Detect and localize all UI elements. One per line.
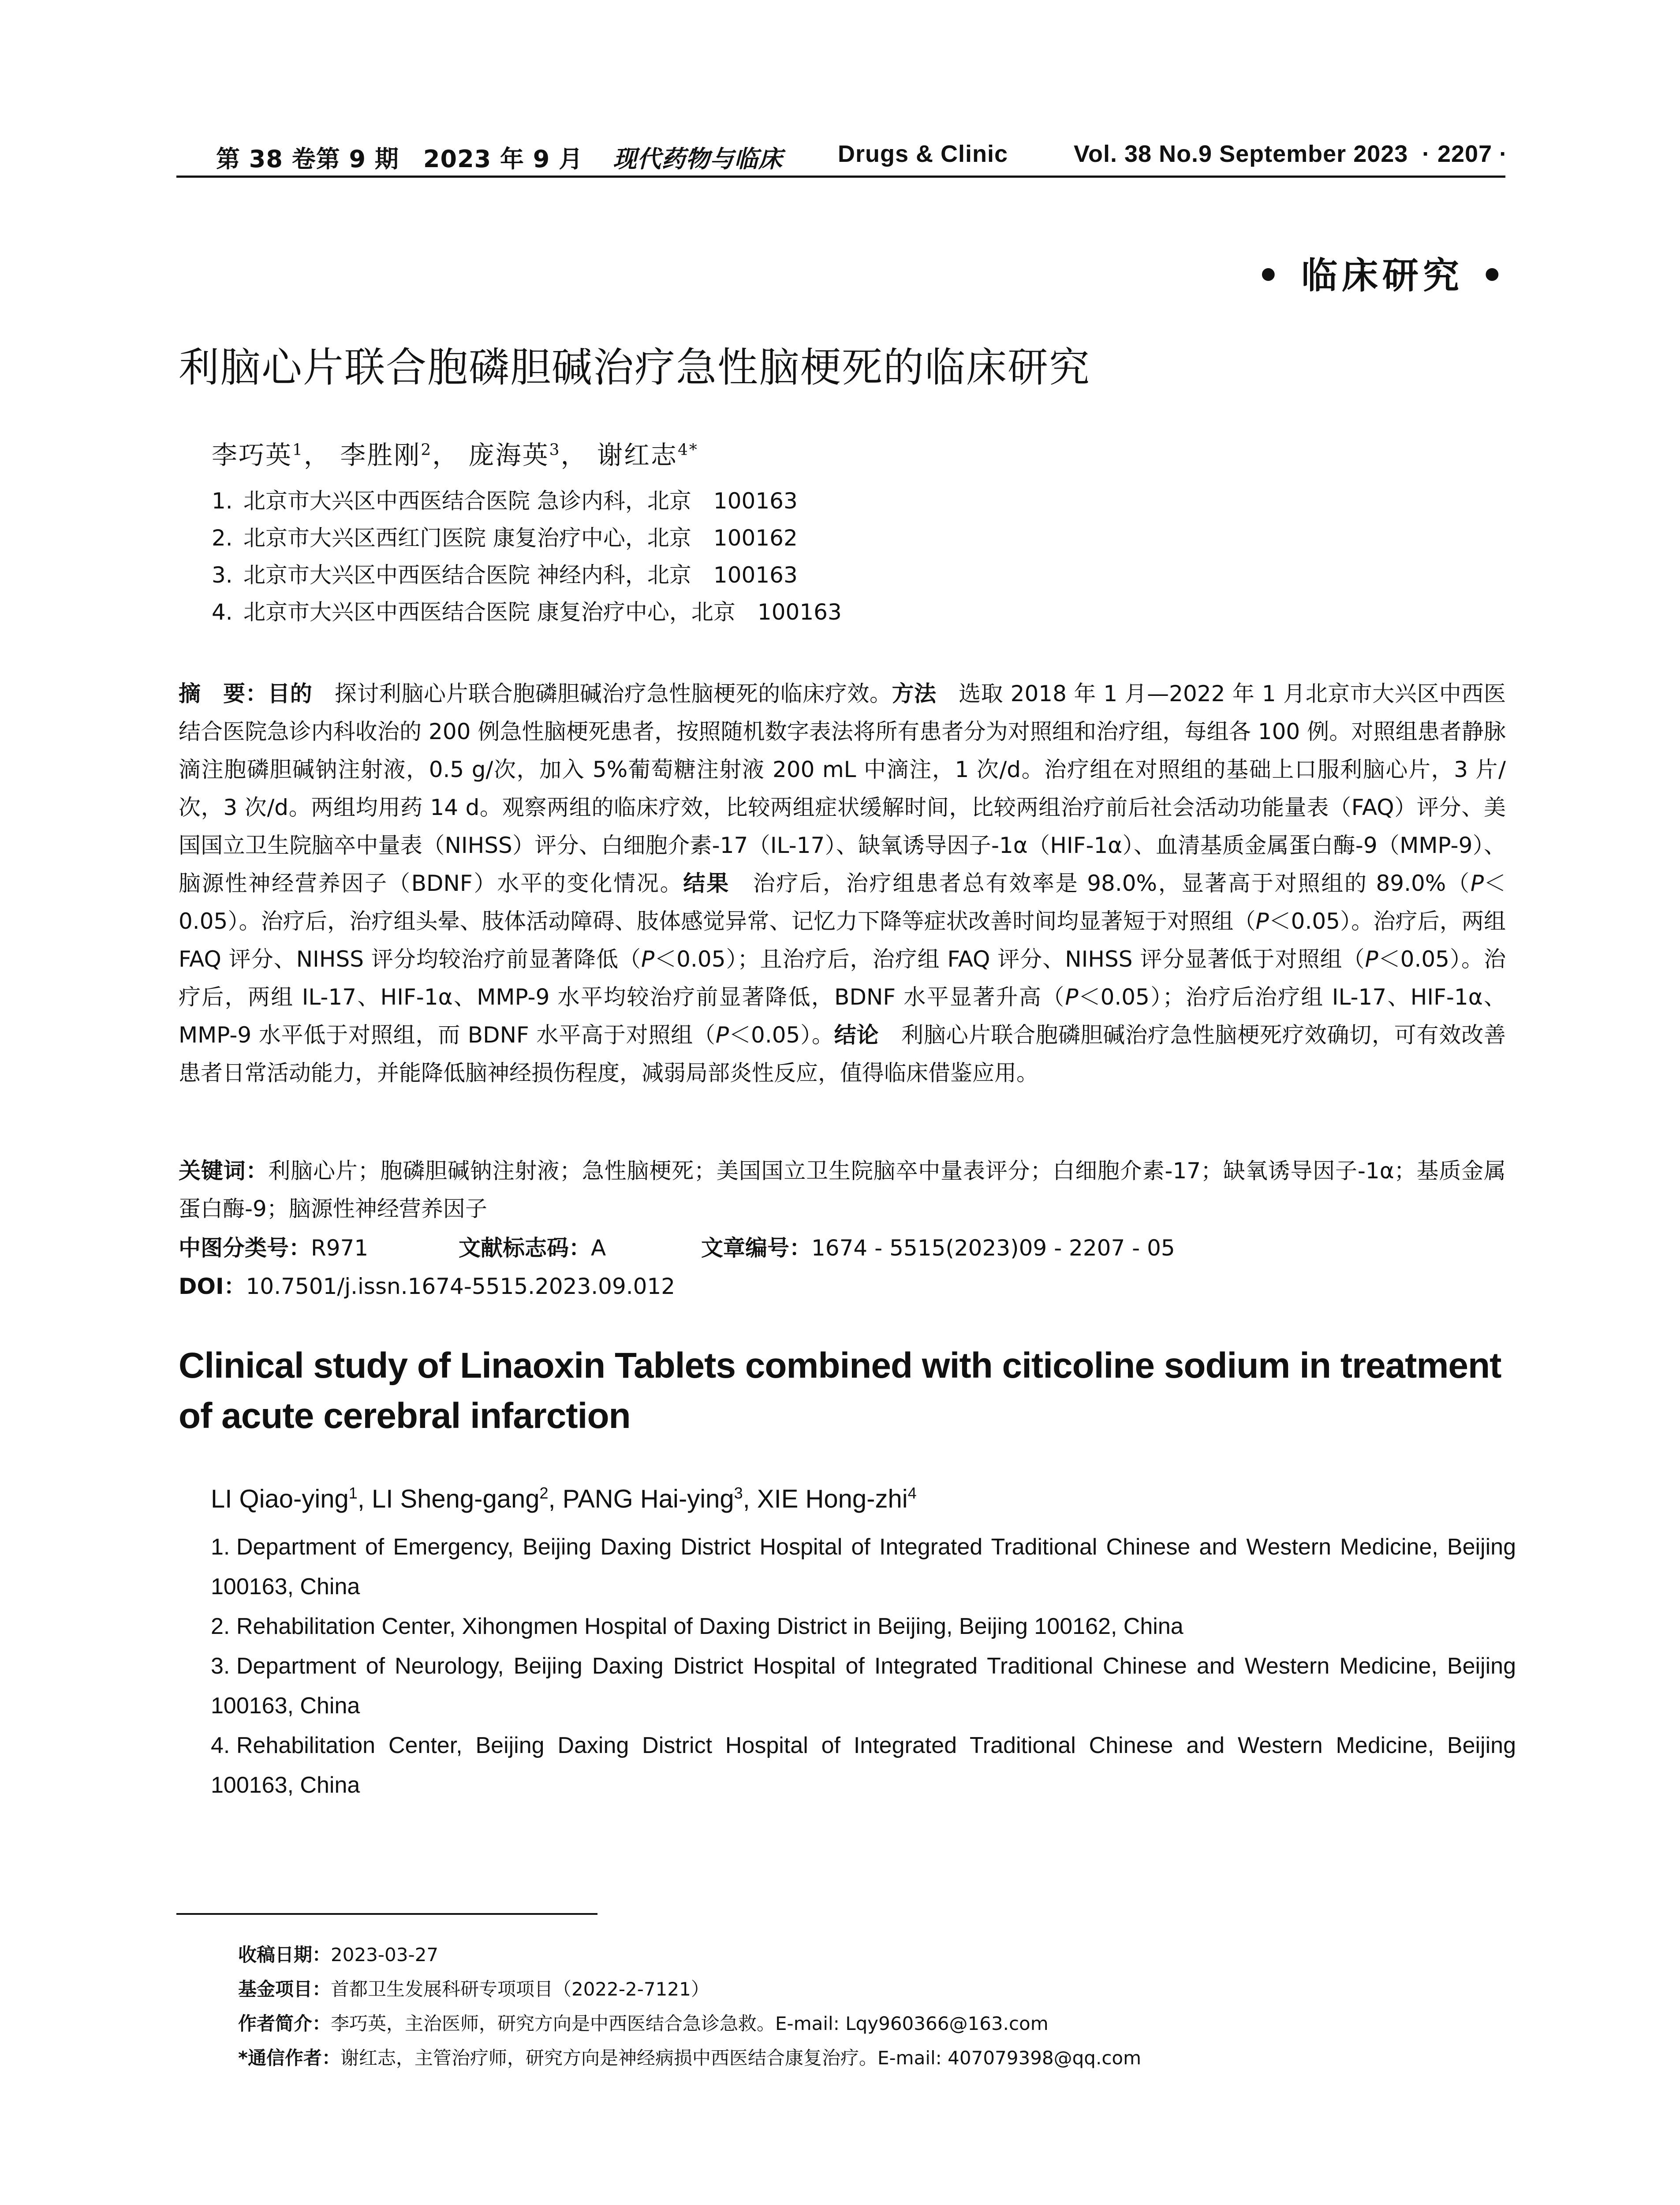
affiliation-number: 4. — [211, 1733, 230, 1758]
clc-number — [179, 1230, 368, 1262]
footnote-text: 李巧英，主治医师，研究方向是中西医结合急诊急救。E-mail: Lqy960366@163.com — [331, 2013, 1049, 2034]
article-title-en — [179, 1341, 1510, 1441]
conclusion-text: 利脑心片联合胞磷胆碱治疗急性脑梗死疗效确切，可有效改善患者日常活动能力，并能降低脑神经损伤程度，减弱局部炎性反应，值得临床借鉴应用。 — [179, 1022, 1506, 1086]
objective-label: 目的 — [268, 681, 313, 706]
author-sup: 3 — [549, 441, 561, 459]
header-journal-cn: 现代药物与临床 — [613, 145, 783, 173]
affiliation-text: 北京市大兴区中西医结合医院 神经内科，北京 100163 — [243, 562, 798, 588]
article-number — [701, 1230, 1175, 1262]
p-value-symbol: P — [1365, 946, 1378, 972]
abstract-cn — [179, 675, 1506, 1092]
footnote-rule — [176, 1913, 597, 1915]
header-volume-en: Vol. 38 No.9 September 2023 — [1074, 141, 1408, 167]
affiliation-text: 北京市大兴区中西医结合医院 康复治疗中心，北京 100163 — [243, 599, 842, 625]
author-sup: 3 — [734, 1484, 743, 1502]
affiliation-cn — [212, 520, 798, 552]
results-text: ＜0.05）。 — [729, 1022, 834, 1048]
footnote-text: 2023-03-27 — [331, 1944, 439, 1966]
article-number-value: 1674 - 5515(2023)09 - 2207 - 05 — [811, 1235, 1175, 1261]
section-tag: • 临床研究 • — [1257, 254, 1508, 297]
affiliation-text: Rehabilitation Center, Beijing Daxing District Hospital of Integrated Traditional Chinese and Western Medicine, Beijing 100163, China — [211, 1733, 1516, 1798]
author-name: 李胜刚 — [340, 440, 421, 470]
document-code — [459, 1230, 606, 1262]
document-code-label: 文献标志码： — [459, 1235, 591, 1261]
footnote-text: 谢红志，主管治疗师，研究方向是神经病损中西医结合康复治疗。E-mail: 407079398@qq.com — [340, 2047, 1142, 2069]
methods-text: 选取 2018 年 1 月—2022 年 1 月北京市大兴区中西医结合医院急诊内科收治的 200 例急性脑梗死患者，按照随机数字表法将所有患者分为对照组和治疗组，每组各 100 例。对照组患者静脉滴注胞磷胆碱钠注射液，0.5 g/次，加入 5%葡萄糖注射液 200 mL 中滴注，1 次/d。治疗组在对照组的基础上口服利脑心片，3 片/次，3 次/d。两组均用药 14 d。观察两组的临床疗效，比较两组症状缓解时间，比较两组治疗前后社会活动功能量表（FAQ）评分、美国国立卫生院脑卒中量表（NIHSS）评分、白细胞介素-17（IL-17）、缺氧诱导因子-1α（HIF-1α）、血清基质金属蛋白酶-9（MMP-9）、脑源性神经营养因子（BDNF）水平的变化情况。 — [179, 681, 1506, 896]
author-sup: 2 — [539, 1484, 549, 1502]
affiliation-text: Department of Neurology, Beijing Daxing District Hospital of Integrated Traditional Chinese and Western Medicine, Beijing 100163, China — [211, 1653, 1516, 1719]
affiliation-number: 2. — [211, 1614, 230, 1639]
footnote-text: 首都卫生发展科研专项项目（2022-2-7121） — [331, 1978, 709, 2000]
author-name-en: PANG Hai-ying — [562, 1484, 734, 1514]
article-title-en-line: of acute cerebral infarction — [179, 1396, 631, 1436]
footnote-label: 作者简介： — [238, 2013, 331, 2034]
footnote-label: 基金项目： — [238, 1978, 331, 2000]
author-sup: 4* — [678, 441, 698, 459]
results-label: 结果 — [683, 871, 730, 896]
author-separator: , — [548, 1484, 563, 1514]
doi-label: DOI： — [179, 1274, 246, 1299]
affiliation-en — [211, 1527, 1516, 1607]
affiliation-text: Rehabilitation Center, Xihongmen Hospital of Daxing District in Beijing, Beijing 100162, China — [236, 1614, 1183, 1639]
header-journal-en: Drugs & Clinic — [838, 141, 1008, 167]
author-name-en: LI Sheng-gang — [371, 1484, 540, 1514]
article-title-cn: 利脑心片联合胞磷胆碱治疗急性脑梗死的临床研究 — [179, 344, 1091, 391]
results-text: ＜0.05）。治疗后，两组 FAQ 评分、NIHSS 评分均较治疗前显著降低（ — [179, 908, 1506, 972]
footnote-label: 收稿日期： — [238, 1944, 331, 1966]
p-value-symbol: P — [1470, 871, 1484, 896]
footnote-corresponding — [238, 2044, 1141, 2070]
affiliation-cn — [212, 557, 798, 589]
author-name: 庞海英 — [468, 440, 549, 470]
footnote-author — [238, 2009, 1049, 2036]
article-title-en-line: Clinical study of Linaoxin Tablets combined with citicoline sodium in treatment — [179, 1345, 1501, 1386]
keywords-label: 关键词： — [179, 1158, 269, 1184]
affiliation-number: 2. — [212, 525, 233, 551]
keywords-cn — [179, 1152, 1506, 1228]
authors-en — [211, 1484, 917, 1514]
author-sup: 1 — [348, 1484, 358, 1502]
results-text: ＜0.05）。治疗后，两组 IL-17、HIF-1α、MMP-9 水平均较治疗前显著降低，BDNF 水平显著升高（ — [179, 946, 1506, 1010]
author-name: 谢红志 — [597, 440, 678, 470]
affiliation-number: 3. — [212, 562, 233, 588]
authors-cn: 李巧英$^1$， 李胜刚$^2$， 庞海英$^3$， 谢红志$^{4*}$ — [212, 440, 698, 470]
header-volume-issue: 第 38 卷第 9 期 2023 年 9 月 — [216, 145, 583, 173]
objective-text: 探讨利脑心片联合胞磷胆碱治疗急性脑梗死的临床疗效。 — [312, 681, 892, 706]
affiliation-number: 3. — [211, 1653, 230, 1679]
author-separator: , — [357, 1484, 372, 1514]
author-name-en: LI Qiao-ying — [211, 1484, 349, 1514]
p-value-symbol: P — [1255, 908, 1269, 934]
author-name: 李巧英 — [212, 440, 293, 470]
results-text: ＜0.05）；治疗后治疗组 IL-17、HIF-1α、MMP-9 水平低于对照组，而 BDNF 水平高于对照组（ — [179, 984, 1506, 1048]
footnote-fund — [238, 1975, 709, 2001]
footnote-received — [238, 1940, 438, 1967]
keywords-text: 利脑心片；胞磷胆碱钠注射液；急性脑梗死；美国国立卫生院脑卒中量表评分；白细胞介素-17；缺氧诱导因子-1α；基质金属蛋白酶-9；脑源性神经营养因子 — [179, 1158, 1506, 1222]
affiliation-text: 北京市大兴区中西医结合医院 急诊内科，北京 100163 — [243, 488, 798, 514]
affiliation-en — [211, 1726, 1516, 1805]
abstract-label: 摘 要： — [179, 681, 268, 706]
affiliation-en — [211, 1607, 1516, 1646]
affiliation-en — [211, 1646, 1516, 1726]
affiliation-number: 1. — [211, 1534, 230, 1560]
author-name-en: XIE Hong-zhi — [757, 1484, 908, 1514]
results-text: ＜0.05）。治疗后，治疗组头晕、肢体活动障碍、肢体感觉异常、记忆力下降等症状改善时间均显著短于对照组（ — [179, 871, 1506, 934]
clc-label: 中图分类号： — [179, 1235, 311, 1261]
affiliation-text: Department of Emergency, Beijing Daxing District Hospital of Integrated Traditional Chinese and Western Medicine, Beijing 100163, China — [211, 1534, 1516, 1600]
p-value-symbol: P — [715, 1022, 729, 1048]
author-sup: 4 — [907, 1484, 917, 1502]
clc-value: R971 — [311, 1235, 369, 1261]
doi-value[interactable]: 10.7501/j.issn.1674-5515.2023.09.012 — [246, 1274, 676, 1299]
header-page-number: · 2207 · — [1422, 141, 1508, 167]
article-number-label: 文章编号： — [701, 1235, 811, 1261]
doi-line — [179, 1269, 675, 1301]
document-code-value: A — [591, 1235, 606, 1261]
affiliation-cn — [212, 594, 842, 626]
author-sup: 2 — [421, 441, 433, 459]
author-sup: 1 — [292, 441, 304, 459]
results-text: 治疗后，治疗组患者总有效率是 98.0%，显著高于对照组的 89.0%（ — [729, 871, 1471, 896]
affiliation-number: 1. — [212, 488, 233, 514]
affiliation-number: 4. — [212, 599, 233, 625]
header-rule — [176, 176, 1505, 178]
affiliation-text: 北京市大兴区西红门医院 康复治疗中心，北京 100162 — [243, 525, 798, 551]
author-separator: , — [743, 1484, 757, 1514]
methods-label: 方法 — [892, 681, 937, 706]
affiliation-cn — [212, 483, 798, 515]
footnote-label: *通信作者： — [238, 2047, 340, 2069]
conclusion-label: 结论 — [834, 1022, 879, 1048]
p-value-symbol: P — [641, 946, 655, 972]
p-value-symbol: P — [1065, 984, 1079, 1010]
results-text: ＜0.05）；且治疗后，治疗组 FAQ 评分、NIHSS 评分显著低于对照组（ — [654, 946, 1365, 972]
